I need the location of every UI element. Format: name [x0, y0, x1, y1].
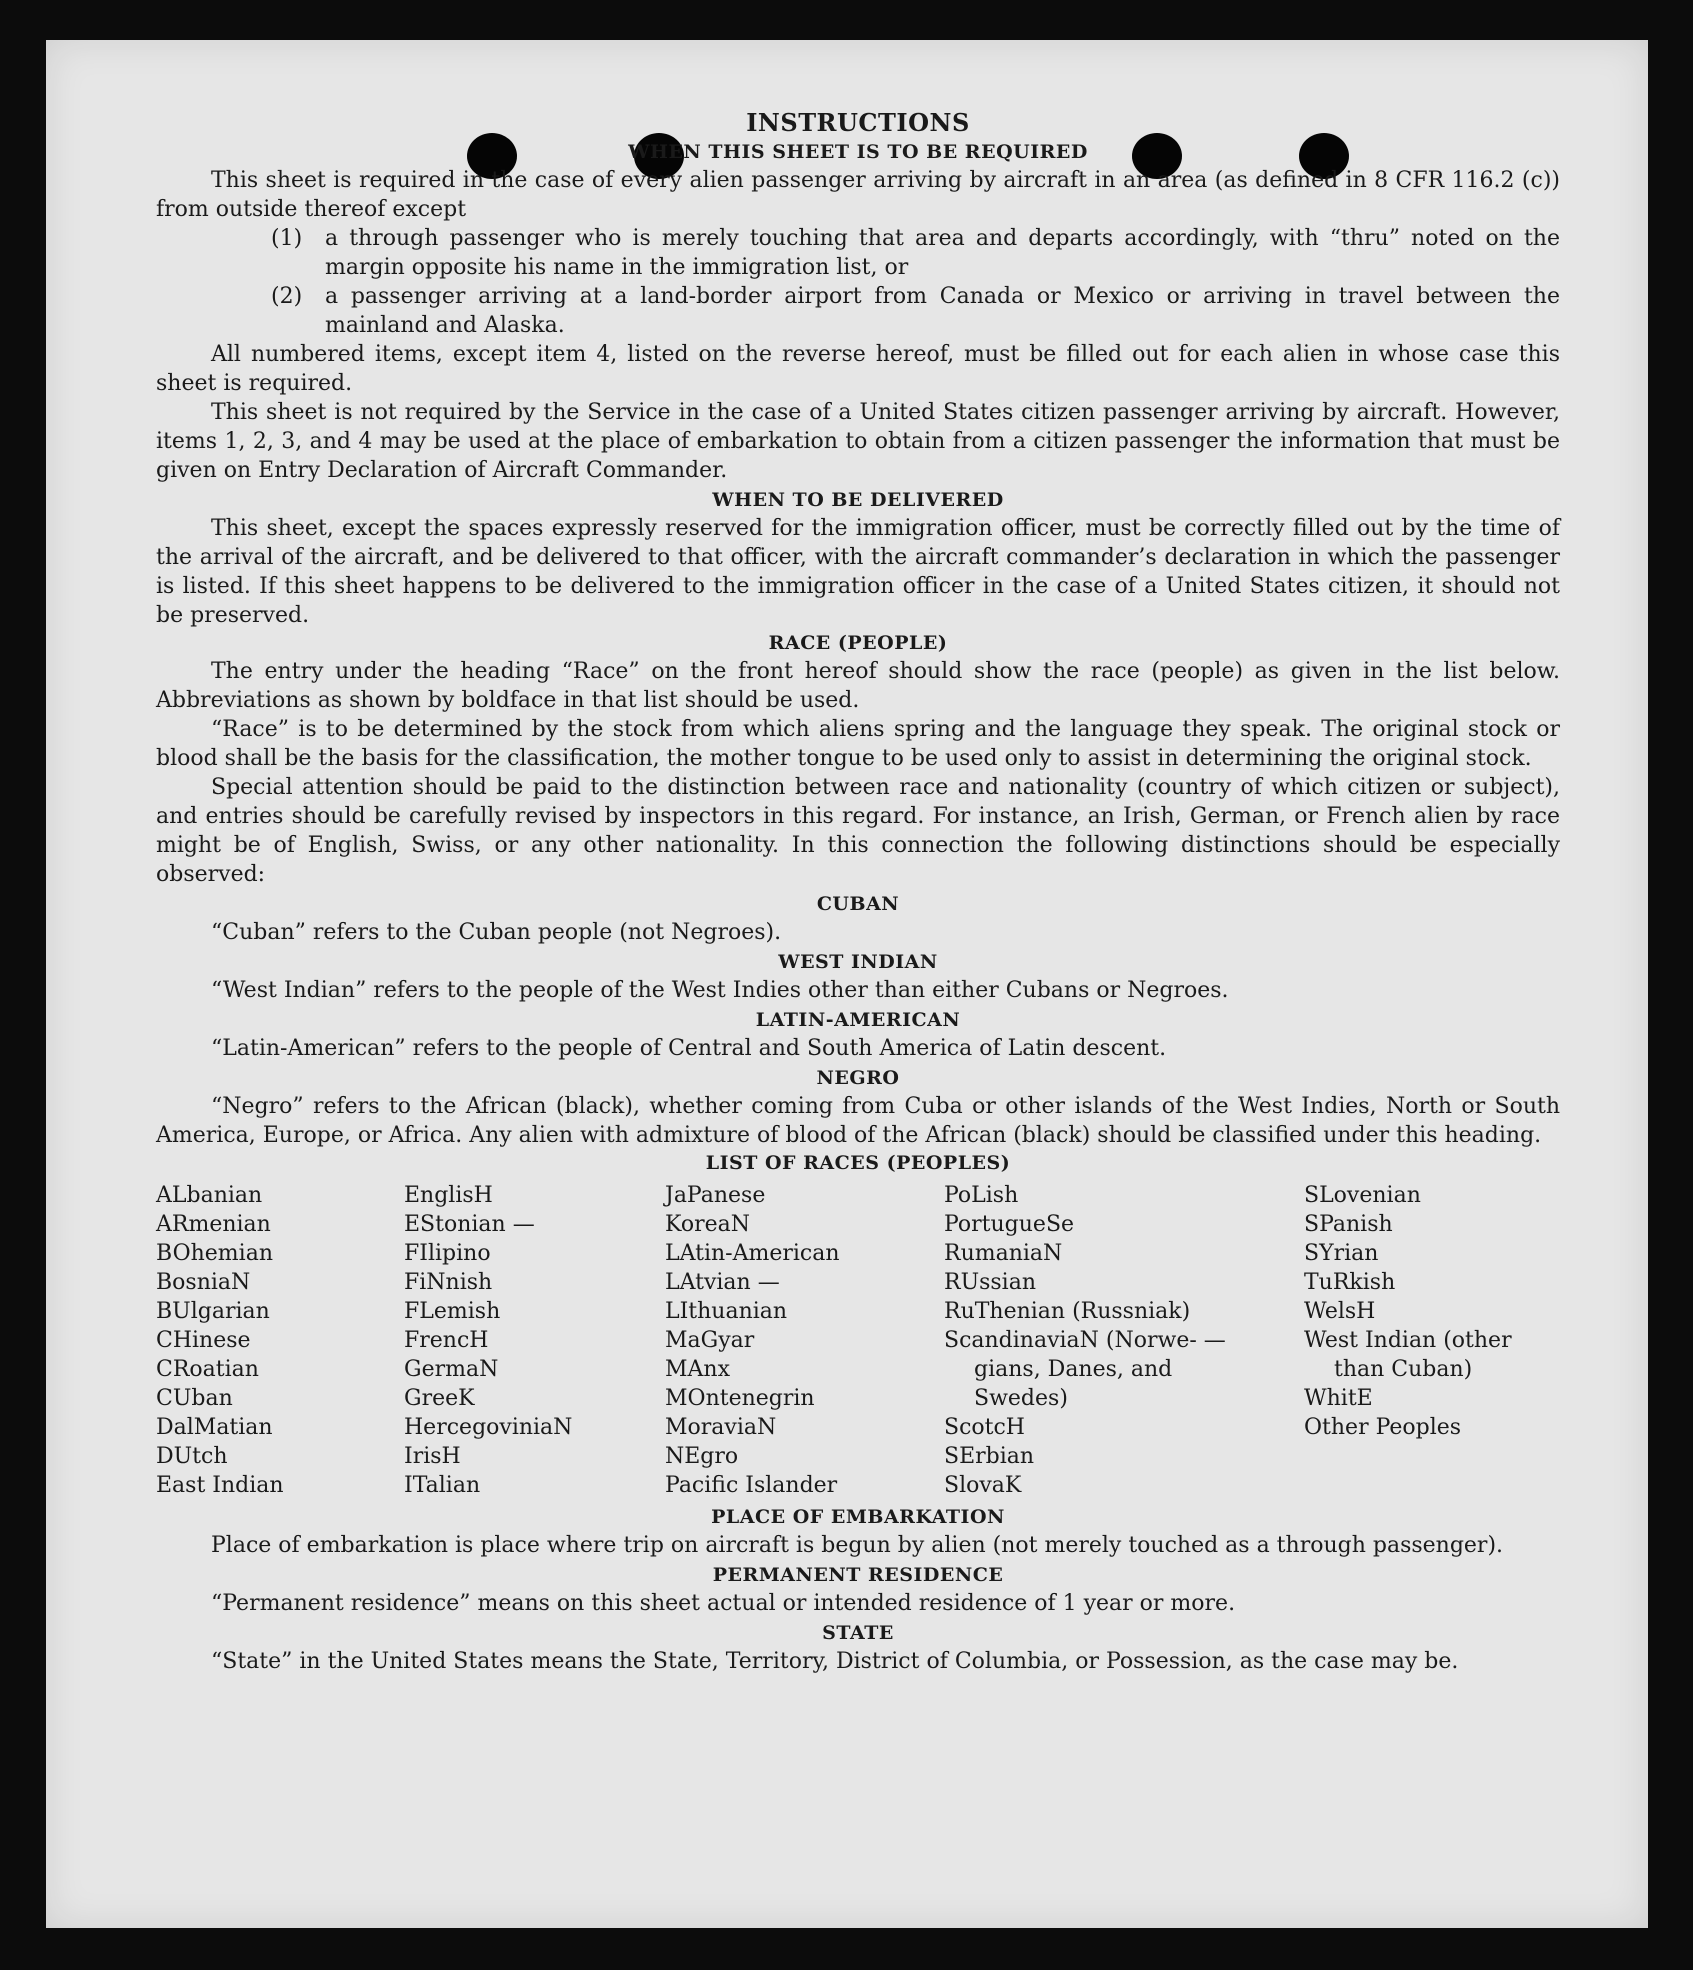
race-entry: SErbian [944, 1444, 1035, 1469]
race-entry: LIthuanian [665, 1299, 788, 1324]
race-entry: MOntenegrin [665, 1386, 815, 1411]
paragraph: “Negro” refers to the African (black), whether coming from Cuba or other islands of the West Indies, North or South America, Europe, or Africa. Any alien with admixture of blood of the African (black) should be classified under this heading. [156, 1094, 1560, 1148]
race-entry: EStonian — [404, 1212, 535, 1237]
paragraph: “West Indian” refers to the people of the West Indies other than either Cubans or Negroes. [211, 978, 1229, 1003]
paragraph: The entry under the heading “Race” on the front hereof should show the race (people) as given in the list below. Abbreviations as shown by boldface in that list should be used. [156, 659, 1560, 713]
race-entry: PortugueSe [944, 1212, 1075, 1237]
race-entry: BUlgarian [156, 1299, 270, 1324]
list-item [156, 224, 1560, 282]
race-entry: WhitE [1304, 1386, 1373, 1411]
paragraph: “Permanent residence” means on this sheet actual or intended residence of 1 year or more. [211, 1591, 1236, 1616]
section-heading: CUBAN [816, 893, 900, 915]
paragraph: This sheet, except the spaces expressly reserved for the immigration officer, must be correctly filled out by the time of the arrival of the aircraft, and be delivered to that officer, with the aircraft commander’s declaration in which the passenger is listed. If this sheet happens to be delivered to the immigration officer in the case of a United States citizen, it should not be preserved. [156, 516, 1560, 628]
list-item-number: (1) [271, 226, 303, 251]
race-entry: KoreaN [665, 1212, 750, 1237]
race-column [665, 1181, 944, 1500]
race-entry: MaGyar [665, 1328, 755, 1353]
race-entry: BosniaN [156, 1270, 251, 1295]
race-entry: RUssian [944, 1270, 1037, 1295]
paragraph: “Cuban” refers to the Cuban people (not Negroes). [211, 920, 782, 945]
paragraph: “Latin-American” refers to the people of Central and South America of Latin descent. [211, 1036, 1167, 1061]
race-column [1304, 1181, 1560, 1500]
race-entry: DalMatian [156, 1415, 273, 1440]
race-entry: ALbanian [156, 1183, 263, 1208]
section-heading: LIST OF RACES (PEOPLES) [705, 1152, 1011, 1174]
race-entry: CHinese [156, 1328, 251, 1353]
section-heading: RACE (PEOPLE) [768, 632, 948, 654]
race-column [944, 1181, 1304, 1500]
race-entry: ScandinaviaN (Norwe- — [944, 1328, 1226, 1353]
list-item-text: a passenger arriving at a land-border airport from Canada or Mexico or arriving in travel between the mainland and Alaska. [325, 284, 1560, 338]
list-item-text: a through passenger who is merely touching that area and departs accordingly, with “thru” noted on the margin opposite his name in the immigration list, or [325, 226, 1560, 280]
race-entry: CUban [156, 1386, 233, 1411]
race-entry: CRoatian [156, 1357, 259, 1382]
race-entry: WelsH [1304, 1299, 1376, 1324]
race-entry: ARmenian [156, 1212, 271, 1237]
section-heading: PERMANENT RESIDENCE [712, 1564, 1004, 1586]
race-entry: DUtch [156, 1444, 228, 1469]
paragraph: This sheet is not required by the Service in the case of a United States citizen passenger arriving by aircraft. However, items 1, 2, 3, and 4 may be used at the place of embarkation to obtain from a citizen passenger the information that must be given on Entry Declaration of Aircraft Commander. [156, 400, 1560, 483]
section-heading: WHEN THIS SHEET IS TO BE REQUIRED [628, 141, 1088, 163]
race-entry: PoLish [944, 1183, 1019, 1208]
section-heading: NEGRO [816, 1067, 900, 1089]
race-entry: FiNnish [404, 1270, 493, 1295]
list-item [156, 282, 1560, 340]
section-heading: LATIN-AMERICAN [755, 1009, 961, 1031]
race-entry: Other Peoples [1304, 1415, 1462, 1440]
race-list [156, 1181, 1560, 1500]
race-column [404, 1181, 665, 1500]
race-entry: EnglisH [404, 1183, 493, 1208]
race-entry: Pacific Islander [665, 1473, 838, 1498]
race-entry: FrencH [404, 1328, 489, 1353]
page-title: INSTRUCTIONS [746, 108, 970, 137]
race-entry: RuThenian (Russniak) [944, 1299, 1191, 1324]
section-heading: PLACE OF EMBARKATION [711, 1506, 1005, 1528]
paragraph: “Race” is to be determined by the stock from which aliens spring and the language they speak. The original stock or blood shall be the basis for the classification, the mother tongue to be used only to assist in determining the original stock. [156, 717, 1560, 771]
race-entry: ITalian [404, 1473, 481, 1498]
race-entry: MoraviaN [665, 1415, 777, 1440]
race-entry: TuRkish [1304, 1270, 1396, 1295]
paragraph: This sheet is required in the case of every alien passenger arriving by aircraft in an area (as defined in 8 CFR 116.2 (c)) from outside thereof except [156, 168, 1560, 222]
race-entry: SLovenian [1304, 1183, 1421, 1208]
race-entry: BOhemian [156, 1241, 273, 1266]
race-entry: HercegoviniaN [404, 1415, 573, 1440]
paragraph: Place of embarkation is place where trip on aircraft is begun by alien (not merely touched as a through passenger). [211, 1533, 1504, 1558]
race-entry: MAnx [665, 1357, 730, 1382]
paragraph: “State” in the United States means the State, Territory, District of Columbia, or Possession, as the case may be. [211, 1649, 1459, 1674]
section-heading: STATE [822, 1622, 894, 1644]
race-entry: SYrian [1304, 1241, 1379, 1266]
race-entry: LAtin-American [665, 1241, 840, 1266]
race-entry: Swedes) [974, 1386, 1068, 1411]
race-entry: FLemish [404, 1299, 501, 1324]
race-entry: West Indian (other [1304, 1328, 1512, 1353]
race-entry: NEgro [665, 1444, 739, 1469]
section-heading: WHEN TO BE DELIVERED [712, 489, 1004, 511]
race-entry: LAtvian — [665, 1270, 780, 1295]
race-entry: SPanish [1304, 1212, 1393, 1237]
paragraph: All numbered items, except item 4, listed on the reverse hereof, must be filled out for each alien in whose case this sheet is required. [156, 342, 1560, 396]
race-entry: gians, Danes, and [974, 1357, 1173, 1382]
race-entry: ScotcH [944, 1415, 1025, 1440]
race-entry: SlovaK [944, 1473, 1022, 1498]
race-entry: RumaniaN [944, 1241, 1063, 1266]
instructions-content [156, 108, 1560, 1676]
race-entry: than Cuban) [1334, 1357, 1473, 1382]
race-entry: GreeK [404, 1386, 475, 1411]
section-heading: WEST INDIAN [778, 951, 938, 973]
race-column [156, 1181, 404, 1500]
race-entry: JaPanese [665, 1183, 766, 1208]
race-entry: FIlipino [404, 1241, 491, 1266]
list-item-number: (2) [271, 284, 303, 309]
paragraph: Special attention should be paid to the distinction between race and nationality (country of which citizen or subject), and entries should be carefully revised by inspectors in this regard. For instance, an Irish, German, or French alien by race might be of English, Swiss, or any other nationality. In this connection the following distinctions should be especially observed: [156, 775, 1560, 887]
race-entry: IrisH [404, 1444, 461, 1469]
race-entry: GermaN [404, 1357, 499, 1382]
race-entry: East Indian [156, 1473, 284, 1498]
